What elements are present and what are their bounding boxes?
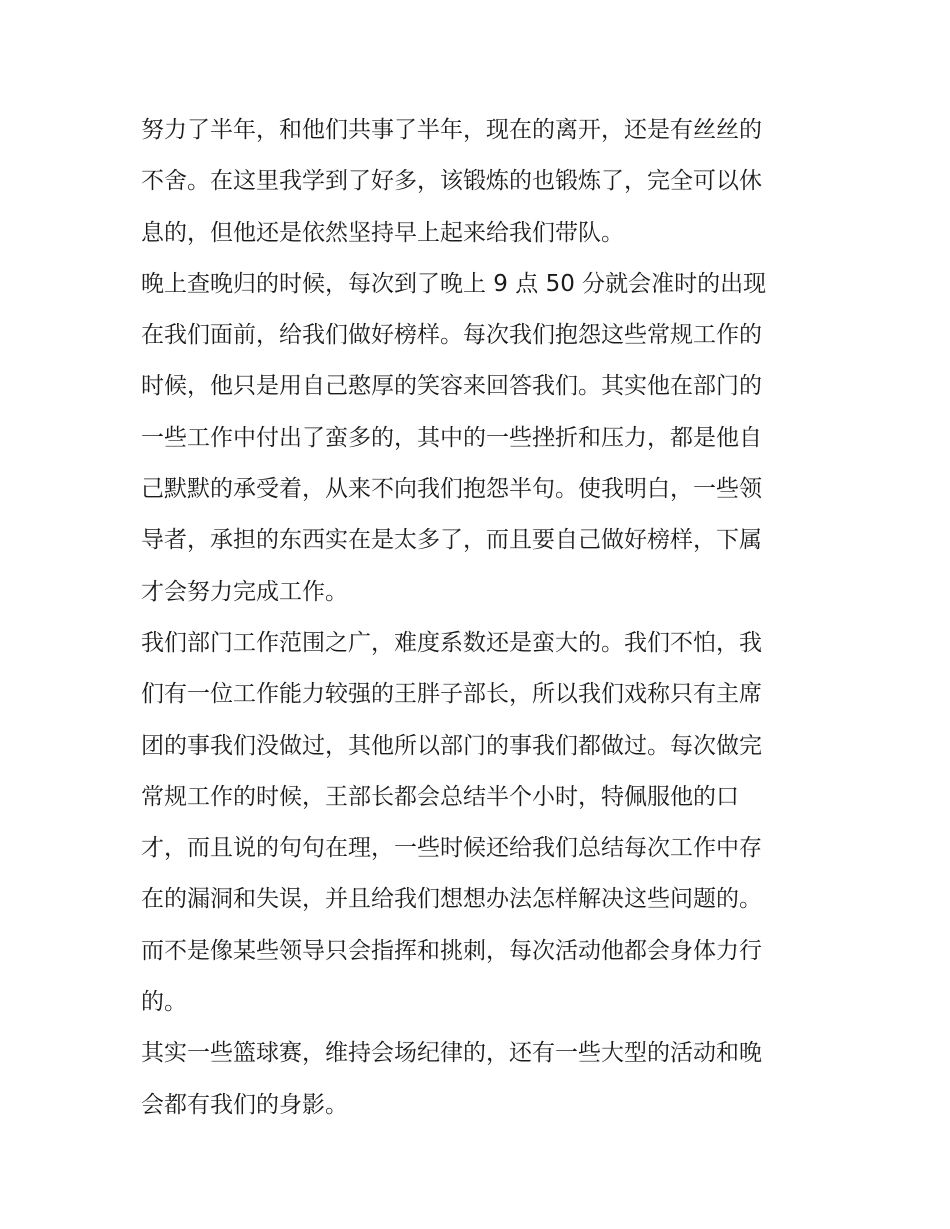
text-line: 导者，承担的东西实在是太多了，而且要自己做好榜样，下属 (141, 527, 762, 554)
document-body (141, 105, 816, 1131)
text-line: 时候，他只是用自己憨厚的笑容来回答我们。其实他在部门的 (141, 373, 762, 400)
text-line: 晚上查晚归的时候，每次到了晚上 9 点 50 分就会准时的出现 (141, 270, 767, 297)
text-line: 才会努力完成工作。 (141, 578, 348, 605)
text-line: 而不是像某些领导只会指挥和挑刺，每次活动他都会身体力行 (141, 937, 762, 964)
text-line: 息的，但他还是依然坚持早上起来给我们带队。 (141, 219, 624, 246)
text-line: 努力了半年，和他们共事了半年，现在的离开，还是有丝丝的 (141, 117, 762, 143)
text-line: 其实一些篮球赛，维持会场纪律的，还有一些大型的活动和晚 (141, 1040, 762, 1067)
text-line: 的。 (141, 989, 187, 1016)
text-line: 会都有我们的身影。 (141, 1091, 348, 1118)
text-line: 己默默的承受着，从来不向我们抱怨半句。使我明白，一些领 (141, 476, 762, 503)
text-line: 们有一位工作能力较强的王胖子部长，所以我们戏称只有主席 (141, 681, 762, 708)
text-line: 不舍。在这里我学到了好多，该锻炼的也锻炼了，完全可以休 (141, 168, 762, 195)
text-line: 我们部门工作范围之广，难度系数还是蛮大的。我们不怕，我 (141, 629, 762, 656)
text-line: 常规工作的时候，王部长都会总结半个小时，特佩服他的口 (141, 783, 739, 810)
text-line: 在的漏洞和失误，并且给我们想想办法怎样解决这些问题的。 (141, 886, 762, 913)
text-line: 才，而且说的句句在理，一些时候还给我们总结每次工作中存 (141, 835, 762, 862)
text-line: 团的事我们没做过，其他所以部门的事我们都做过。每次做完 (141, 732, 762, 759)
text-line: 在我们面前，给我们做好榜样。每次我们抱怨这些常规工作的 (141, 322, 762, 349)
text-line: 一些工作中付出了蛮多的，其中的一些挫折和压力，都是他自 (141, 424, 762, 451)
